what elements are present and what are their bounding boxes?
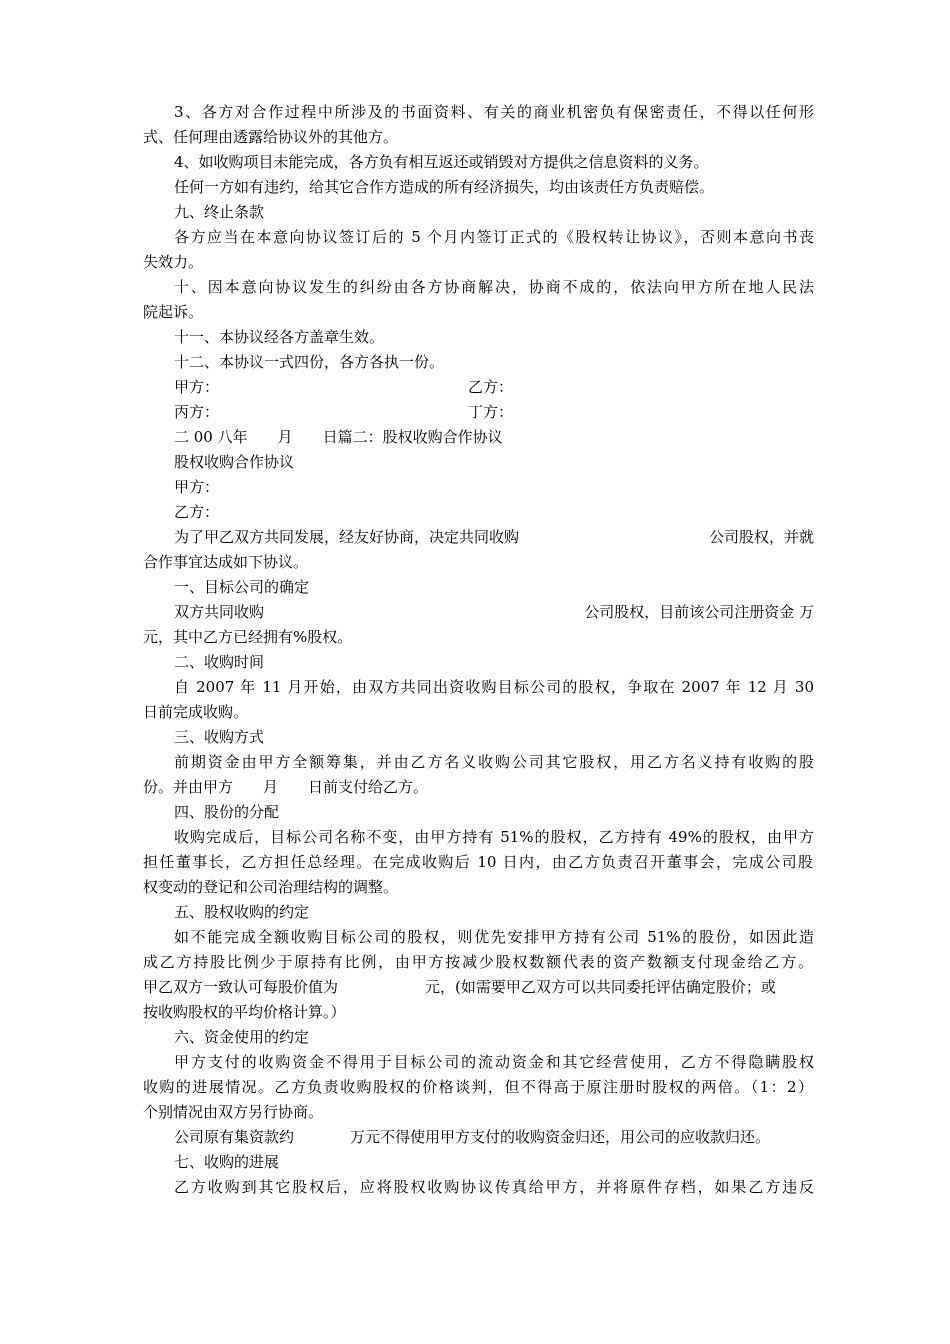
- paragraph-share-allocation: 收购完成后，目标公司名称不变，由甲方持有 51%的股权，乙方持有 49%的股权，由甲方: [174, 828, 814, 846]
- heading-purchase-time: 二、收购时间: [174, 653, 265, 671]
- paragraph-equity-agreement-cont: 成乙方持股比例少于原持有比例，由甲方按减少股权数额代表的资产数额支付现金给乙方。: [143, 953, 813, 971]
- paragraph-fund-usage: 甲方支付的收购资金不得用于目标公司的流动资金和其它经营使用，乙方不得隐瞒股权: [174, 1053, 814, 1071]
- signature-party-b: 乙方：: [468, 378, 514, 396]
- paragraph-fund-usage-end: 个别情况由双方另行协商。: [143, 1103, 324, 1121]
- paragraph-purchase-method: 前期资金由甲方全额筹集，并由乙方名义收购公司其它股权，用乙方名义持有收购的股: [174, 753, 814, 771]
- paragraph-dispute-cont: 院起诉。: [143, 303, 204, 321]
- heading-purchase-progress: 七、收购的进展: [174, 1153, 280, 1171]
- paragraph-purchase-progress: 乙方收购到其它股权后，应将股权收购协议传真给甲方，并将原件存档，如果乙方违反: [174, 1178, 814, 1196]
- paragraph-fund-usage-cont: 收购的进展情况。乙方负责收购股权的价格谈判，但不得高于原注册时股权的两倍。（1：2）: [143, 1078, 813, 1096]
- paragraph-purchase-time-cont: 日前完成收购。: [143, 703, 249, 721]
- fund-right: 万元不得使用甲方支付的收购资金归还，用公司的应收款归还。: [350, 1128, 771, 1146]
- paragraph-purchase-intro: [174, 525, 814, 549]
- paragraph-confidentiality: 3、各方对合作过程中所涉及的书面资料、有关的商业机密负有保密责任，不得以任何形: [174, 103, 814, 121]
- party-b-label: 乙方：: [174, 503, 220, 521]
- paragraph-share-allocation-cont: 担任董事长，乙方担任总经理。在完成收购后 10 日内，由乙方负责召开董事会，完成公司股: [143, 853, 813, 871]
- heading-termination: 九、终止条款: [174, 203, 265, 221]
- paragraph-confidentiality-cont: 式、任何理由透露给协议外的其他方。: [143, 128, 399, 146]
- paragraph-termination-cont: 失效力。: [143, 253, 204, 271]
- paragraph-copies: 十二、本协议一式四份，各方各执一份。: [174, 353, 445, 371]
- purchase-intro-right: 公司股权，并就: [708, 528, 814, 546]
- signature-party-c: 丙方：: [174, 403, 220, 421]
- paragraph-dispute: 十、因本意向协议发生的纠纷由各方协商解决，协商不成的，依法向甲方所在地人民法: [174, 278, 814, 296]
- paragraph-share-price-cont: 按收购股权的平均价格计算。）: [143, 1003, 346, 1021]
- purchase-intro-left: 为了甲乙双方共同发展，经友好协商，决定共同收购: [174, 528, 520, 546]
- paragraph-purchase-intro-cont: 合作事宜达成如下协议。: [143, 553, 309, 571]
- fund-left: 公司原有集资款约: [174, 1128, 295, 1146]
- target-left: 双方共同收购: [174, 603, 265, 621]
- signature-party-d: 丁方：: [468, 403, 514, 421]
- price-left: 甲乙双方一致认可每股价值为: [143, 978, 339, 996]
- paragraph-purchase-method-cont: 份。并由甲方 月 日前支付给乙方。: [143, 778, 429, 796]
- document-title: 股权收购合作协议: [174, 453, 295, 471]
- paragraph-target-company-cont: 元，其中乙方已经拥有%股权。: [143, 628, 353, 646]
- paragraph-share-price: [143, 975, 813, 999]
- paragraph-target-company: [174, 600, 814, 624]
- signature-party-a: 甲方：: [174, 378, 220, 396]
- paragraph-equity-agreement: 如不能完成全额收购目标公司的股权，则优先安排甲方持有公司 51%的股份，如因此造: [174, 928, 814, 946]
- heading-purchase-method: 三、收购方式: [174, 728, 265, 746]
- paragraph-share-allocation-end: 权变动的登记和公司治理结构的调整。: [143, 878, 399, 896]
- date-and-part-two-title: 二 00 八年 月 日篇二：股权收购合作协议: [174, 428, 503, 446]
- paragraph-termination: 各方应当在本意向协议签订后的 5 个月内签订正式的《股权转让协议》，否则本意向书丧: [174, 228, 814, 246]
- paragraph-existing-funds: [174, 1125, 814, 1149]
- heading-equity-agreement: 五、股权收购的约定: [174, 903, 310, 921]
- heading-fund-usage: 六、资金使用的约定: [174, 1028, 310, 1046]
- party-a-label: 甲方：: [174, 478, 220, 496]
- heading-share-allocation: 四、股份的分配: [174, 803, 280, 821]
- price-right: 元，(如需要甲乙双方可以共同委托评估确定股价；或: [425, 978, 776, 996]
- paragraph-effect: 十一、本协议经各方盖章生效。: [174, 328, 385, 346]
- signature-row-2: [174, 400, 814, 424]
- paragraph-breach: 任何一方如有违约，给其它合作方造成的所有经济损失，均由该责任方负责赔偿。: [174, 178, 715, 196]
- paragraph-purchase-time: 自 2007 年 11 月开始，由双方共同出资收购目标公司的股权，争取在 2007 年 12 月 30: [174, 678, 814, 696]
- signature-row-1: [174, 375, 814, 399]
- target-right: 公司股权，目前该公司注册资金 万: [584, 603, 814, 621]
- heading-target-company: 一、目标公司的确定: [174, 578, 310, 596]
- paragraph-return-info: 4、如收购项目未能完成，各方负有相互返还或销毁对方提供之信息资料的义务。: [174, 153, 709, 171]
